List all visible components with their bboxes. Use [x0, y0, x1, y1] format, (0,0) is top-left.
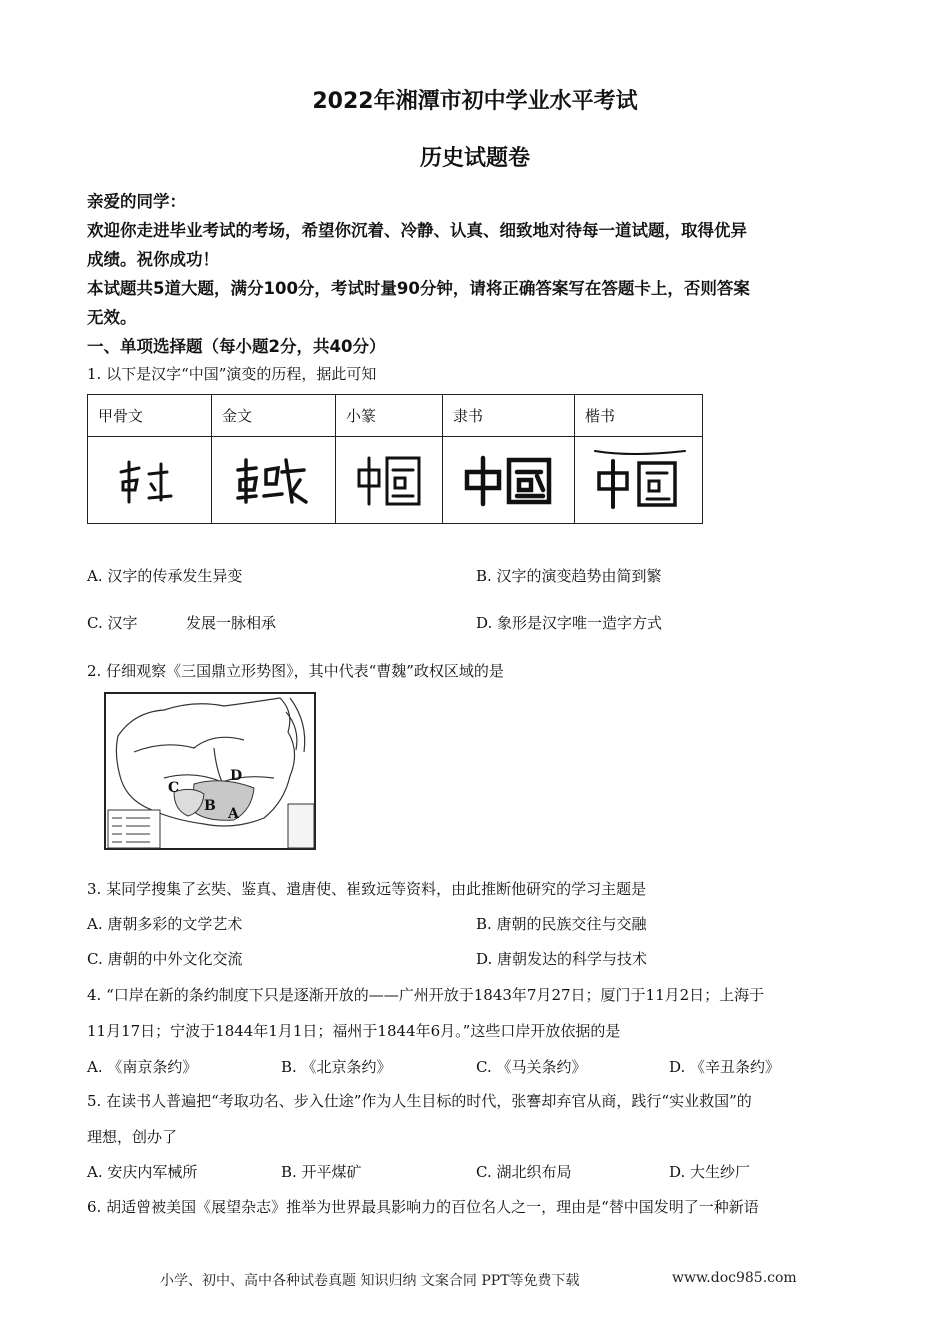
q1-option-c[interactable]: C. 汉字	[87, 614, 138, 632]
table-header-xiaozhuan: 小篆	[336, 395, 443, 437]
q5-option-d[interactable]: D. 大生纱厂	[669, 1163, 751, 1181]
table-header-jinwen: 金文	[212, 395, 336, 437]
intro-line-4: 无效。	[87, 308, 137, 327]
q5-option-a[interactable]: A. 安庆内军械所	[87, 1163, 198, 1181]
q5-option-c[interactable]: C. 湖北织布局	[476, 1163, 572, 1181]
script-evolution-table	[87, 394, 703, 524]
glyph-lishu	[443, 437, 575, 524]
q1-option-b[interactable]: B. 汉字的演变趋势由简到繁	[476, 567, 662, 585]
table-header-jiaguwen: 甲骨文	[88, 395, 212, 437]
q3-option-c[interactable]: C. 唐朝的中外文化交流	[87, 950, 243, 968]
question-3-stem: 3. 某同学搜集了玄奘、鉴真、遣唐使、崔致远等资料，由此推断他研究的学习主题是	[87, 880, 647, 898]
exam-title: 2022年湘潭市初中学业水平考试	[312, 89, 638, 114]
table-header-lishu: 隶书	[443, 395, 575, 437]
q4-option-b[interactable]: B. 《北京条约》	[281, 1058, 392, 1076]
question-2-stem: 2. 仔细观察《三国鼎立形势图》，其中代表“曹魏”政权区域的是	[87, 662, 504, 680]
q4-option-c[interactable]: C. 《马关条约》	[476, 1058, 587, 1076]
map-label-b: B	[204, 798, 216, 814]
question-5-stem-line-2: 理想，创办了	[87, 1128, 178, 1146]
map-label-a: A	[228, 806, 239, 822]
question-6-stem-line-1: 6. 胡适曾被美国《展望杂志》推举为世界最具影响力的百位名人之一，理由是“替中国发明了一种新语	[87, 1198, 759, 1216]
q4-option-d[interactable]: D. 《辛丑条约》	[669, 1058, 781, 1076]
q1-option-a[interactable]: A. 汉字的传承发生异变	[87, 567, 243, 585]
map-label-c: C	[168, 780, 180, 796]
intro-greeting: 亲爱的同学：	[87, 192, 186, 211]
footer-url[interactable]: www.doc985.com	[672, 1270, 797, 1286]
exam-subtitle: 历史试题卷	[419, 146, 530, 171]
q5-option-b[interactable]: B. 开平煤矿	[281, 1163, 362, 1181]
question-1-stem: 1. 以下是汉字“中国”演变的历程，据此可知	[87, 365, 377, 383]
map-label-d: D	[230, 768, 243, 784]
table-header-kaishu: 楷书	[575, 395, 703, 437]
question-4-stem-line-1: 4. “口岸在新的条约制度下只是逐渐开放的——广州开放于1843年7月27日；厦门于11月2日；上海于	[87, 986, 765, 1004]
intro-line-3: 本试题共5道大题，满分100分，考试时量90分钟，请将正确答案写在答题卡上，否则答案	[87, 279, 750, 298]
glyph-jiaguwen	[88, 437, 212, 524]
q1-option-d[interactable]: D. 象形是汉字唯一造字方式	[476, 614, 663, 632]
glyph-xiaozhuan	[336, 437, 443, 524]
q3-option-a[interactable]: A. 唐朝多彩的文学艺术	[87, 915, 243, 933]
question-5-stem-line-1: 5. 在读书人普遍把“考取功名、步入仕途”作为人生目标的时代，张謇却弃官从商，践行“实业救国”的	[87, 1092, 752, 1110]
q1-option-c-continued: 发展一脉相承	[186, 614, 277, 632]
question-4-stem-line-2: 11月17日；宁波于1844年1月1日；福州于1844年6月。”这些口岸开放依据的是	[87, 1022, 621, 1040]
section-heading: 一、单项选择题（每小题2分，共40分）	[87, 337, 386, 356]
intro-line-2: 成绩。祝你成功！	[87, 250, 219, 269]
intro-line-1: 欢迎你走进毕业考试的考场，希望你沉着、冷静、认真、细致地对待每一道试题，取得优异	[87, 221, 747, 240]
three-kingdoms-map	[104, 692, 316, 850]
q4-option-a[interactable]: A. 《南京条约》	[87, 1058, 198, 1076]
q3-option-b[interactable]: B. 唐朝的民族交往与交融	[476, 915, 647, 933]
glyph-jinwen	[212, 437, 336, 524]
glyph-kaishu	[575, 437, 703, 524]
footer-text: 小学、初中、高中各种试卷真题 知识归纳 文案合同 PPT等免费下载	[160, 1273, 580, 1289]
q3-option-d[interactable]: D. 唐朝发达的科学与技术	[476, 950, 648, 968]
